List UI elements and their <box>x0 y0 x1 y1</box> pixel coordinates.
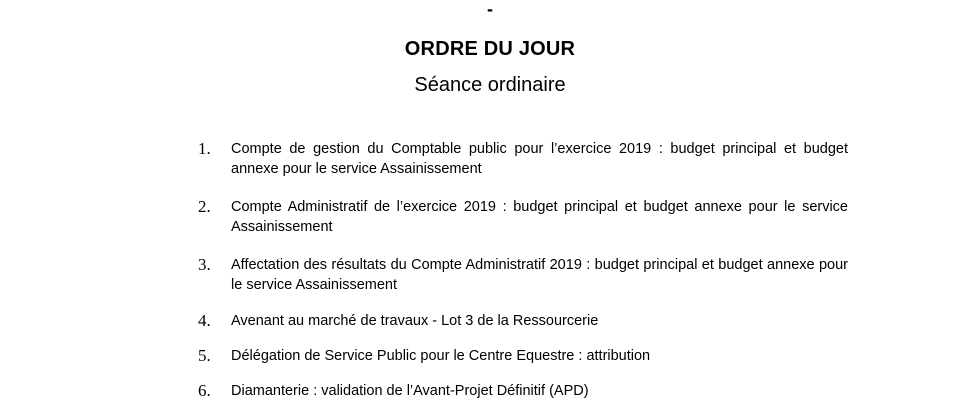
agenda-item-number: 1. <box>198 139 211 158</box>
agenda-item <box>198 139 848 179</box>
agenda-item <box>198 381 848 401</box>
agenda-item <box>198 255 848 295</box>
page-title: ORDRE DU JOUR <box>404 38 576 60</box>
agenda-item-text: Diamanterie : validation de l’Avant-Projet Définitif (APD) <box>231 383 589 399</box>
agenda-item-text: Avenant au marché de travaux - Lot 3 de la Ressourcerie <box>231 313 599 329</box>
page-subtitle: Séance ordinaire <box>414 74 566 96</box>
agenda-item <box>198 197 848 237</box>
agenda-item <box>198 311 848 331</box>
header-dash: - <box>487 0 493 19</box>
agenda-item <box>198 346 848 366</box>
agenda-item-number: 4. <box>198 311 211 330</box>
agenda-item-number: 5. <box>198 346 211 365</box>
agenda-item-text: Affectation des résultats du Compte Administratif 2019 : budget principal et budget annexe pour le service Assainissement <box>231 257 848 293</box>
agenda-item-text: Compte Administratif de l’exercice 2019 : budget principal et budget annexe pour le service Assainissement <box>231 199 848 235</box>
agenda-item-text: Compte de gestion du Comptable public pour l’exercice 2019 : budget principal et budget annexe pour le service Assainissement <box>231 141 848 177</box>
agenda-item-text: Délégation de Service Public pour le Centre Equestre : attribution <box>231 348 651 364</box>
agenda-list <box>198 139 848 401</box>
agenda-item-number: 3. <box>198 255 211 274</box>
agenda-item-number: 2. <box>198 197 211 216</box>
agenda-item-number: 6. <box>198 381 211 400</box>
